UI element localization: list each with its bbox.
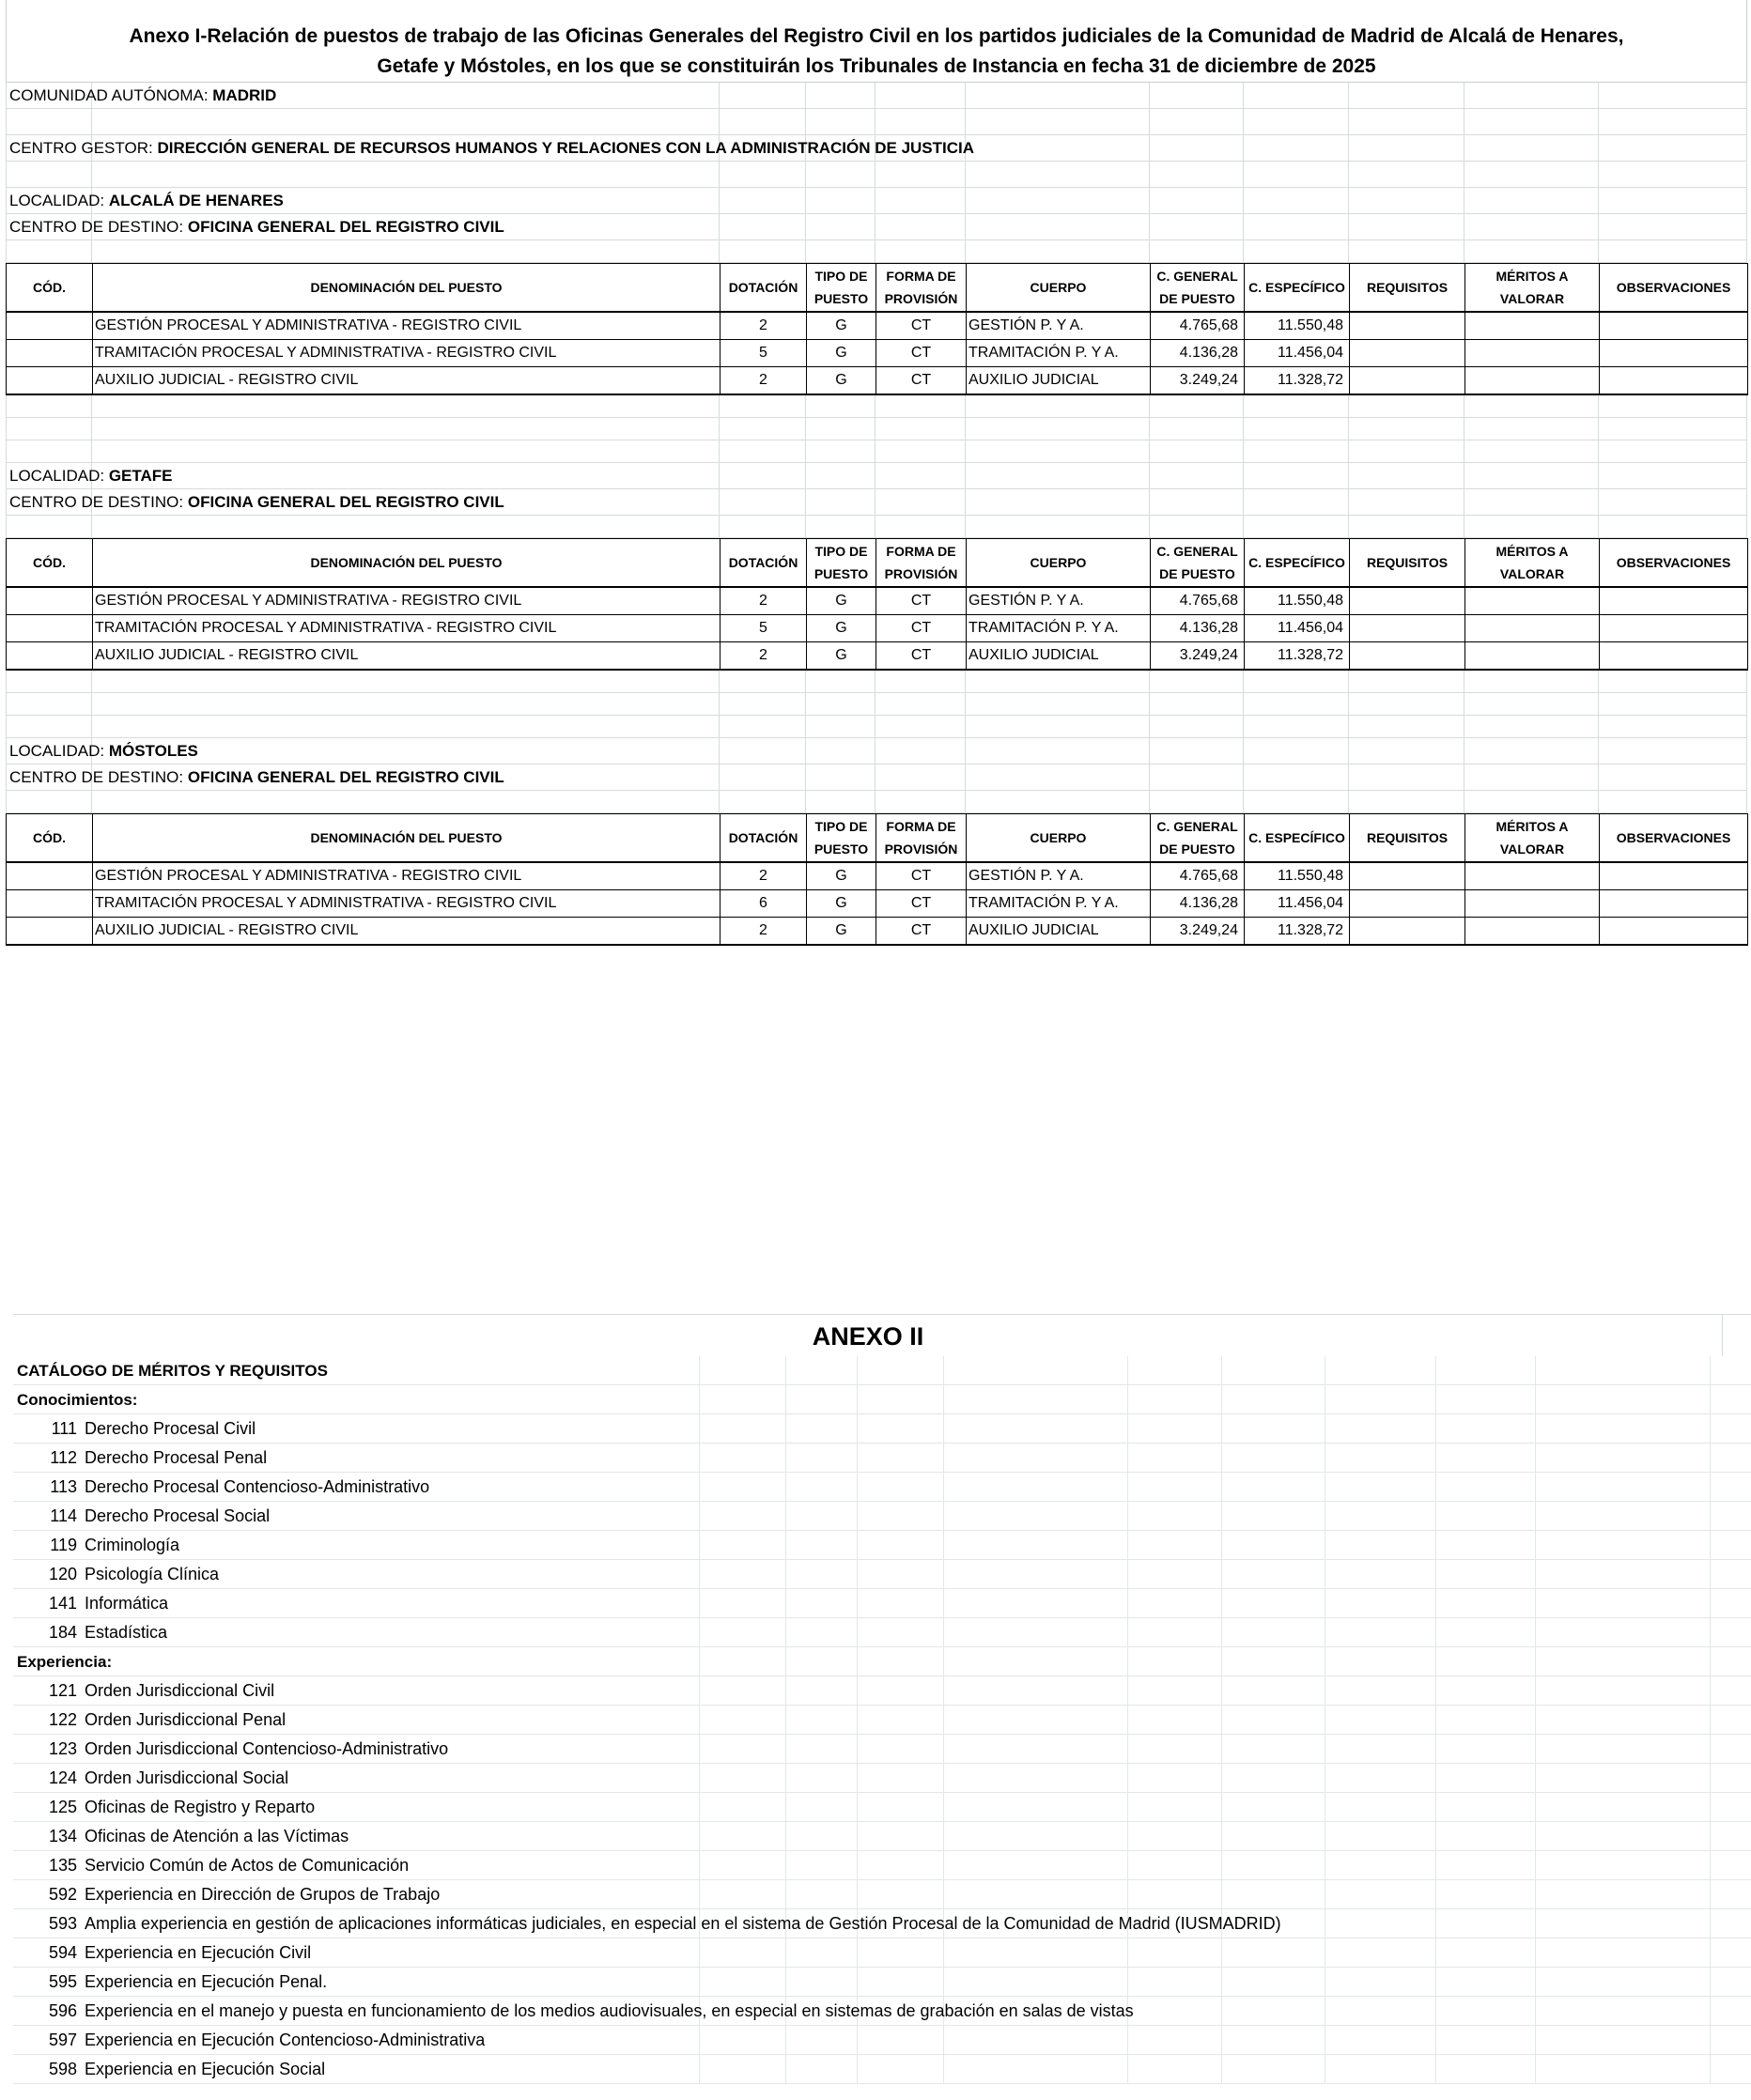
cell-cgeneral: 4.136,28 (1151, 615, 1245, 642)
cell-meritos (1465, 340, 1600, 367)
catalog-item-name: Oficinas de Atención a las Víctimas (85, 1827, 349, 1845)
catalog-item-name: Experiencia en el manejo y puesta en funcionamiento de los medios audiovisuales, en especial en sistemas de grabación en salas de vistas (85, 2001, 1134, 2020)
catalog-item-code: 125 (48, 1798, 77, 1816)
annex-1-title-line-1: Anexo I-Relación de puestos de trabajo de las Oficinas Generales del Registro Civil en los partidos judiciales de la Comunidad de Madrid de Alcalá de Henares, (129, 25, 1624, 47)
positions-table (6, 263, 1748, 395)
cell-observaciones (1600, 587, 1748, 615)
cell-cgeneral: 4.765,68 (1151, 312, 1245, 340)
cell-cod (7, 340, 93, 367)
cell-cgeneral: 3.249,24 (1151, 642, 1245, 671)
header-denominacion: DENOMINACIÓN DEL PUESTO (93, 814, 721, 863)
header-forma: FORMA DE PROVISIÓN (876, 264, 967, 313)
cell-meritos (1465, 367, 1600, 395)
cell-cod (7, 367, 93, 395)
header-meritos: MÉRITOS A VALORAR (1465, 814, 1600, 863)
catalog-item-name: Experiencia en Dirección de Grupos de Trabajo (85, 1885, 441, 1904)
header-requisitos: REQUISITOS (1350, 539, 1465, 588)
catalog-item-code: 141 (48, 1594, 77, 1613)
catalog-item-code: 119 (50, 1536, 77, 1554)
table-row (7, 862, 1748, 890)
list-item (13, 1531, 1751, 1560)
catalog-group-row (13, 1647, 1751, 1676)
catalog-item-name: Orden Jurisdiccional Civil (85, 1681, 275, 1700)
list-item (13, 1473, 1751, 1502)
cell-cuerpo: GESTIÓN P. Y A. (967, 312, 1151, 340)
centro-destino-row-value: OFICINA GENERAL DEL REGISTRO CIVIL (187, 218, 504, 236)
catalog-item-code: 113 (50, 1477, 77, 1496)
annex-2-heading-row (13, 1314, 1751, 1356)
header-cuerpo: CUERPO (967, 264, 1151, 313)
cell-dotacion: 2 (721, 587, 807, 615)
cell-cespecifico: 11.328,72 (1245, 918, 1350, 946)
header-cespecifico: C. ESPECÍFICO (1245, 539, 1350, 588)
cell-cod (7, 642, 93, 671)
catalog-item-code: 120 (48, 1565, 77, 1583)
catalog-item-code: 112 (50, 1448, 77, 1467)
cell-cgeneral: 4.765,68 (1151, 862, 1245, 890)
centro-destino-row-label: CENTRO DE DESTINO: (9, 493, 188, 511)
catalog-item-name: Amplia experiencia en gestión de aplicaciones informáticas judiciales, en especial en el sistema de Gestión Procesal de la Comunidad de Madrid (IUSMADRID) (85, 1914, 1281, 1933)
cell-cod (7, 890, 93, 918)
list-item (13, 1793, 1751, 1822)
cell-requisitos (1350, 367, 1465, 395)
table-row (7, 367, 1748, 395)
table-row (7, 642, 1748, 671)
list-item (13, 1735, 1751, 1764)
blank-row (6, 240, 1751, 263)
catalog-item-name: Servicio Común de Actos de Comunicación (85, 1856, 410, 1875)
centro-destino-row (6, 764, 1751, 791)
catalog-group-row (13, 1385, 1751, 1414)
table-row (7, 587, 1748, 615)
list-item (13, 1706, 1751, 1735)
cell-cuerpo: TRAMITACIÓN P. Y A. (967, 340, 1151, 367)
cell-observaciones (1600, 890, 1748, 918)
centro-gestor-row-label: CENTRO GESTOR: (9, 139, 158, 157)
list-item (13, 1414, 1751, 1444)
catalog-item-name: Informática (85, 1594, 169, 1613)
list-item (13, 1618, 1751, 1647)
localidad-row-label: LOCALIDAD: (9, 467, 109, 485)
cell-cespecifico: 11.456,04 (1245, 890, 1350, 918)
header-dotacion: DOTACIÓN (721, 539, 807, 588)
catalog-item-name: Derecho Procesal Social (85, 1506, 271, 1525)
catalog-item-code: 135 (48, 1856, 77, 1875)
catalog-item-code: 134 (48, 1827, 77, 1845)
list-item (13, 1822, 1751, 1851)
localidad-row (6, 188, 1751, 214)
cell-cuerpo: GESTIÓN P. Y A. (967, 587, 1151, 615)
comunidad-row (6, 83, 1751, 109)
cell-forma: CT (876, 890, 967, 918)
cell-cespecifico: 11.550,48 (1245, 862, 1350, 890)
list-item (13, 1909, 1751, 1938)
cell-denominacion: AUXILIO JUDICIAL - REGISTRO CIVIL (93, 642, 721, 671)
cell-cuerpo: TRAMITACIÓN P. Y A. (967, 890, 1151, 918)
list-item (13, 1938, 1751, 1968)
cell-tipo: G (807, 340, 876, 367)
cell-denominacion: TRAMITACIÓN PROCESAL Y ADMINISTRATIVA - REGISTRO CIVIL (93, 890, 721, 918)
header-tipo: TIPO DE PUESTO (807, 264, 876, 313)
cell-cespecifico: 11.328,72 (1245, 367, 1350, 395)
table-row (7, 615, 1748, 642)
blank-row (6, 440, 1751, 463)
cell-cuerpo: AUXILIO JUDICIAL (967, 367, 1151, 395)
header-observaciones: OBSERVACIONES (1600, 539, 1748, 588)
list-item (13, 1764, 1751, 1793)
blank-row (6, 418, 1751, 440)
cell-forma: CT (876, 642, 967, 671)
catalog-item-name: Oficinas de Registro y Reparto (85, 1798, 316, 1816)
blank-row (6, 791, 1751, 813)
cell-cgeneral: 4.765,68 (1151, 587, 1245, 615)
cell-requisitos (1350, 642, 1465, 671)
cell-forma: CT (876, 615, 967, 642)
header-observaciones: OBSERVACIONES (1600, 814, 1748, 863)
catalog-item-name: Psicología Clínica (85, 1565, 220, 1583)
list-item (13, 1589, 1751, 1618)
cell-denominacion: TRAMITACIÓN PROCESAL Y ADMINISTRATIVA - REGISTRO CIVIL (93, 615, 721, 642)
header-cod: CÓD. (7, 814, 93, 863)
annex-1-title (6, 0, 1747, 83)
cell-cespecifico: 11.456,04 (1245, 615, 1350, 642)
centro-destino-row (6, 489, 1751, 516)
list-item (13, 2026, 1751, 2055)
centro-destino-row (6, 214, 1751, 240)
cell-requisitos (1350, 312, 1465, 340)
table-row (7, 890, 1748, 918)
cell-meritos (1465, 642, 1600, 671)
list-item (13, 1968, 1751, 1997)
blank-row (6, 516, 1751, 538)
centro-destino-row-label: CENTRO DE DESTINO: (9, 768, 188, 786)
header-cgeneral: C. GENERAL DE PUESTO (1151, 539, 1245, 588)
list-item (13, 2055, 1751, 2084)
annex-2-catalog (13, 1356, 1751, 2084)
catalog-item-name: Derecho Procesal Penal (85, 1448, 268, 1467)
cell-cgeneral: 3.249,24 (1151, 367, 1245, 395)
comunidad-row-label: COMUNIDAD AUTÓNOMA: (9, 86, 213, 104)
cell-requisitos (1350, 340, 1465, 367)
catalog-item-name: Orden Jurisdiccional Social (85, 1768, 289, 1787)
cell-cespecifico: 11.550,48 (1245, 312, 1350, 340)
cell-tipo: G (807, 862, 876, 890)
catalog-item-code: 595 (48, 1972, 77, 1991)
localidad-row (6, 463, 1751, 489)
list-item (13, 1851, 1751, 1880)
catalog-group-label: Experiencia: (17, 1653, 113, 1671)
cell-tipo: G (807, 642, 876, 671)
list-item (13, 1560, 1751, 1589)
table-row (7, 312, 1748, 340)
header-denominacion: DENOMINACIÓN DEL PUESTO (93, 539, 721, 588)
catalog-item-code: 123 (48, 1739, 77, 1758)
cell-observaciones (1600, 340, 1748, 367)
localidad-row (6, 738, 1751, 764)
blank-row (6, 671, 1751, 693)
cell-meritos (1465, 587, 1600, 615)
localidad-row-value: MÓSTOLES (108, 742, 198, 760)
cell-forma: CT (876, 918, 967, 946)
list-item (13, 1502, 1751, 1531)
cell-dotacion: 2 (721, 918, 807, 946)
cell-meritos (1465, 918, 1600, 946)
cell-dotacion: 2 (721, 367, 807, 395)
header-tipo: TIPO DE PUESTO (807, 539, 876, 588)
catalog-item-name: Experiencia en Ejecución Civil (85, 1943, 312, 1962)
localidad-row-label: LOCALIDAD: (9, 742, 109, 760)
cell-dotacion: 2 (721, 312, 807, 340)
centro-destino-row-value: OFICINA GENERAL DEL REGISTRO CIVIL (187, 768, 504, 786)
positions-table (6, 813, 1748, 946)
blank-row (6, 109, 1751, 135)
header-forma: FORMA DE PROVISIÓN (876, 814, 967, 863)
comunidad-row-value: MADRID (212, 86, 277, 104)
header-dotacion: DOTACIÓN (721, 264, 807, 313)
cell-forma: CT (876, 587, 967, 615)
blank-row (6, 693, 1751, 716)
header-requisitos: REQUISITOS (1350, 814, 1465, 863)
cell-tipo: G (807, 918, 876, 946)
cell-forma: CT (876, 340, 967, 367)
localidad-row-label: LOCALIDAD: (9, 192, 109, 209)
catalog-item-code: 597 (48, 2031, 77, 2049)
cell-dotacion: 2 (721, 642, 807, 671)
header-cgeneral: C. GENERAL DE PUESTO (1151, 264, 1245, 313)
blank-row (6, 395, 1751, 418)
catalog-item-code: 114 (50, 1506, 77, 1525)
blank-row (6, 162, 1751, 188)
cell-cuerpo: AUXILIO JUDICIAL (967, 642, 1151, 671)
cell-denominacion: TRAMITACIÓN PROCESAL Y ADMINISTRATIVA - REGISTRO CIVIL (93, 340, 721, 367)
header-meritos: MÉRITOS A VALORAR (1465, 539, 1600, 588)
list-item (13, 1444, 1751, 1473)
list-item (13, 1676, 1751, 1706)
positions-table (6, 538, 1748, 671)
cell-cod (7, 918, 93, 946)
header-cespecifico: C. ESPECÍFICO (1245, 264, 1350, 313)
header-cespecifico: C. ESPECÍFICO (1245, 814, 1350, 863)
annex-1-title-line-2: Getafe y Móstoles, en los que se constituirán los Tribunales de Instancia en fecha 31 de diciembre de 2025 (377, 55, 1376, 77)
header-requisitos: REQUISITOS (1350, 264, 1465, 313)
header-cgeneral: C. GENERAL DE PUESTO (1151, 814, 1245, 863)
cell-cuerpo: TRAMITACIÓN P. Y A. (967, 615, 1151, 642)
catalog-title-row (13, 1356, 1751, 1385)
catalog-item-name: Estadística (85, 1623, 168, 1642)
annex-2-heading: ANEXO II (812, 1322, 924, 1351)
cell-tipo: G (807, 615, 876, 642)
cell-cuerpo: GESTIÓN P. Y A. (967, 862, 1151, 890)
catalog-item-code: 111 (51, 1419, 77, 1438)
catalog-item-code: 593 (48, 1914, 77, 1933)
catalog-item-name: Experiencia en Ejecución Penal. (85, 1972, 328, 1991)
cell-denominacion: GESTIÓN PROCESAL Y ADMINISTRATIVA - REGISTRO CIVIL (93, 587, 721, 615)
cell-cod (7, 312, 93, 340)
localidad-row-value: ALCALÁ DE HENARES (108, 192, 284, 209)
table-row (7, 340, 1748, 367)
cell-requisitos (1350, 587, 1465, 615)
cell-cod (7, 862, 93, 890)
cell-tipo: G (807, 587, 876, 615)
cell-observaciones (1600, 367, 1748, 395)
cell-cespecifico: 11.550,48 (1245, 587, 1350, 615)
header-denominacion: DENOMINACIÓN DEL PUESTO (93, 264, 721, 313)
cell-meritos (1465, 312, 1600, 340)
header-cod: CÓD. (7, 264, 93, 313)
centro-destino-row-value: OFICINA GENERAL DEL REGISTRO CIVIL (187, 493, 504, 511)
catalog-item-code: 122 (48, 1710, 77, 1729)
catalog-item-name: Experiencia en Ejecución Social (85, 2060, 326, 2078)
header-cuerpo: CUERPO (967, 814, 1151, 863)
catalog-item-name: Derecho Procesal Contencioso-Administrativo (85, 1477, 430, 1496)
cell-denominacion: GESTIÓN PROCESAL Y ADMINISTRATIVA - REGISTRO CIVIL (93, 862, 721, 890)
cell-meritos (1465, 615, 1600, 642)
localidad-row-value: GETAFE (108, 467, 173, 485)
cell-cuerpo: AUXILIO JUDICIAL (967, 918, 1151, 946)
centro-destino-row-label: CENTRO DE DESTINO: (9, 218, 188, 236)
cell-cespecifico: 11.328,72 (1245, 642, 1350, 671)
cell-cespecifico: 11.456,04 (1245, 340, 1350, 367)
cell-observaciones (1600, 615, 1748, 642)
table-row (7, 918, 1748, 946)
cell-denominacion: GESTIÓN PROCESAL Y ADMINISTRATIVA - REGISTRO CIVIL (93, 312, 721, 340)
catalog-title: CATÁLOGO DE MÉRITOS Y REQUISITOS (17, 1362, 328, 1380)
cell-dotacion: 6 (721, 890, 807, 918)
header-cuerpo: CUERPO (967, 539, 1151, 588)
cell-tipo: G (807, 312, 876, 340)
catalog-group-label: Conocimientos: (17, 1391, 138, 1409)
catalog-item-name: Orden Jurisdiccional Penal (85, 1710, 287, 1729)
header-meritos: MÉRITOS A VALORAR (1465, 264, 1600, 313)
cell-observaciones (1600, 642, 1748, 671)
catalog-item-name: Derecho Procesal Civil (85, 1419, 256, 1438)
catalog-item-name: Orden Jurisdiccional Contencioso-Administrativo (85, 1739, 449, 1758)
cell-requisitos (1350, 890, 1465, 918)
cell-dotacion: 5 (721, 615, 807, 642)
cell-cod (7, 615, 93, 642)
catalog-item-code: 598 (48, 2060, 77, 2078)
catalog-item-code: 124 (48, 1768, 77, 1787)
cell-cod (7, 587, 93, 615)
header-dotacion: DOTACIÓN (721, 814, 807, 863)
centro-gestor-row-value: DIRECCIÓN GENERAL DE RECURSOS HUMANOS Y RELACIONES CON LA ADMINISTRACIÓN DE JUSTICIA (157, 139, 975, 157)
cell-tipo: G (807, 367, 876, 395)
blank-row (6, 716, 1751, 738)
cell-forma: CT (876, 312, 967, 340)
cell-observaciones (1600, 862, 1748, 890)
catalog-item-code: 184 (48, 1623, 77, 1642)
cell-meritos (1465, 862, 1600, 890)
centro-gestor-row (6, 135, 1751, 162)
cell-dotacion: 5 (721, 340, 807, 367)
header-observaciones: OBSERVACIONES (1600, 264, 1748, 313)
cell-meritos (1465, 890, 1600, 918)
cell-cgeneral: 3.249,24 (1151, 918, 1245, 946)
cell-cgeneral: 4.136,28 (1151, 340, 1245, 367)
cell-observaciones (1600, 918, 1748, 946)
catalog-item-code: 596 (48, 2001, 77, 2020)
annex-1 (6, 0, 1751, 946)
cell-observaciones (1600, 312, 1748, 340)
cell-requisitos (1350, 918, 1465, 946)
annex-1-body (6, 83, 1751, 946)
catalog-item-code: 592 (48, 1885, 77, 1904)
catalog-item-code: 594 (48, 1943, 77, 1962)
list-item (13, 1997, 1751, 2026)
cell-forma: CT (876, 862, 967, 890)
list-item (13, 1880, 1751, 1909)
header-cod: CÓD. (7, 539, 93, 588)
cell-tipo: G (807, 890, 876, 918)
annex-2 (13, 1314, 1751, 2084)
cell-denominacion: AUXILIO JUDICIAL - REGISTRO CIVIL (93, 918, 721, 946)
cell-requisitos (1350, 862, 1465, 890)
catalog-item-name: Experiencia en Ejecución Contencioso-Administrativa (85, 2031, 486, 2049)
cell-cgeneral: 4.136,28 (1151, 890, 1245, 918)
cell-denominacion: AUXILIO JUDICIAL - REGISTRO CIVIL (93, 367, 721, 395)
catalog-item-code: 121 (48, 1681, 77, 1700)
cell-forma: CT (876, 367, 967, 395)
catalog-item-name: Criminología (85, 1536, 180, 1554)
header-tipo: TIPO DE PUESTO (807, 814, 876, 863)
header-forma: FORMA DE PROVISIÓN (876, 539, 967, 588)
cell-requisitos (1350, 615, 1465, 642)
cell-dotacion: 2 (721, 862, 807, 890)
